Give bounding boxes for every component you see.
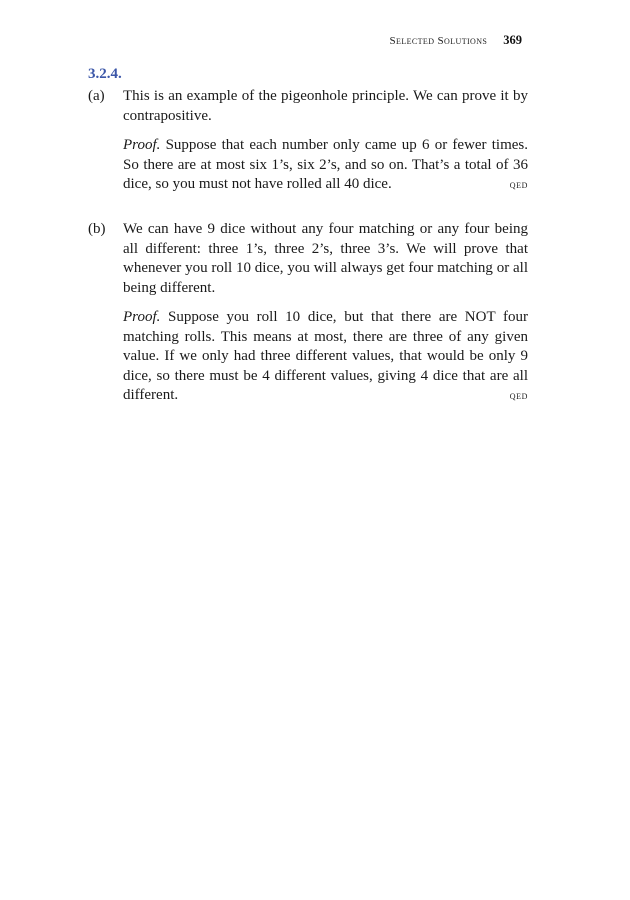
- solution-item-a: [88, 87, 528, 195]
- item-intro: We can have 9 dice without any four matching or any four being all different: three 1’s, three 2’s, three 3’s. We will prove that whenever you roll 10 dice, you will always get four matching or all being different.: [123, 221, 528, 296]
- item-marker: (a): [88, 88, 105, 104]
- solution-item-b: [88, 220, 528, 406]
- item-body: [123, 87, 528, 195]
- proof-paragraph: [123, 136, 528, 195]
- proof-text: Suppose you roll 10 dice, but that there are NOT four matching rolls. This means at most, there are three of any given value. If we only had three different values, that would be only 9 dice, so there must be 4 different values, giving 4 dice that are all different.: [123, 309, 528, 403]
- proof-paragraph: [123, 308, 528, 406]
- qed-mark: qed: [509, 177, 528, 191]
- section-label: 3.2.4.: [88, 66, 122, 82]
- item-body: [123, 220, 528, 406]
- proof-text: Suppose that each number only came up 6 or fewer times. So there are at most six 1’s, six 2’s, and so on. That’s a total of 36 dice, so you must not have rolled all 40 dice.: [123, 137, 529, 192]
- page-number: 369: [503, 33, 522, 47]
- item-intro: This is an example of the pigeonhole principle. We can prove it by contrapositive.: [123, 88, 528, 124]
- proof-label: Proof.: [123, 137, 161, 153]
- qed-mark: qed: [509, 388, 528, 402]
- running-head: [390, 33, 522, 48]
- proof-label: Proof.: [123, 309, 161, 325]
- running-title: Selected Solutions: [389, 35, 488, 47]
- item-marker: (b): [88, 221, 106, 237]
